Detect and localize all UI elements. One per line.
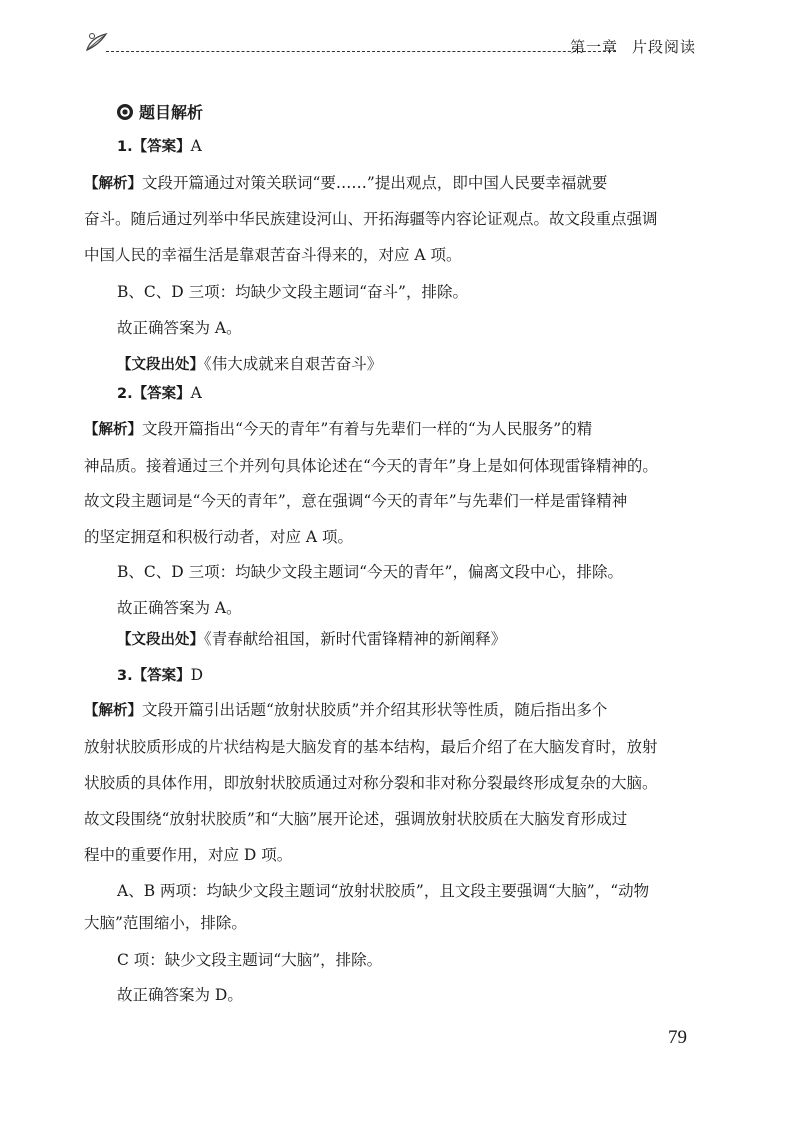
target-bullet-icon — [117, 104, 133, 120]
line-text: 《青春献给祖国，新时代雷锋精神的新阐释》 — [204, 630, 507, 648]
line-label: 2.【答案】 — [117, 386, 191, 402]
section-title: 题目解析 — [139, 103, 204, 122]
line-text: 程中的重要作用，对应 D 项。 — [84, 846, 293, 864]
text-line — [117, 664, 203, 687]
line-text: 故文段围绕“放射状胶质”和“大脑”展开论述，强调放射状胶质在大脑发育形成过 — [84, 810, 628, 828]
text-line — [117, 135, 202, 158]
text-line — [117, 281, 468, 303]
line-text: 神品质。接着通过三个并列句具体论述在“今天的青年”身上是如何体现雷锋精神的。 — [84, 457, 658, 475]
text-line — [84, 172, 607, 195]
text-line — [117, 880, 649, 902]
text-line — [117, 597, 242, 619]
line-label: 【文段出处】 — [117, 632, 204, 648]
text-line — [84, 772, 658, 794]
running-header — [84, 30, 696, 60]
text-line — [84, 418, 592, 441]
text-line — [117, 317, 242, 339]
text-line — [117, 561, 623, 583]
text-line — [117, 949, 382, 971]
line-label: 1.【答案】 — [117, 139, 191, 155]
text-line — [84, 844, 292, 866]
text-line — [117, 382, 202, 405]
line-text: 放射状胶质形成的片状结构是大脑发育的基本结构，最后介绍了在大脑发育时，放射 — [84, 738, 658, 756]
text-line — [117, 984, 243, 1006]
line-text: 文段开篇指出“今天的青年”有着与先辈们一样的“为人民服务”的精 — [142, 420, 593, 438]
text-line — [84, 912, 247, 934]
text-line — [84, 244, 462, 266]
line-text: A — [190, 137, 202, 155]
text-line — [84, 208, 658, 230]
text-line — [84, 808, 627, 830]
text-line — [84, 736, 658, 758]
line-label: 3.【答案】 — [117, 668, 191, 684]
line-text: 《伟大成就来自艰苦奋斗》 — [204, 355, 383, 373]
line-text: 中国人民的幸福生活是靠艰苦奋斗得来的，对应 A 项。 — [84, 246, 462, 264]
line-label: 【解析】 — [84, 176, 142, 192]
header-dashed-rule — [106, 51, 616, 52]
line-text: A — [190, 384, 202, 402]
line-label: 【文段出处】 — [117, 357, 204, 373]
line-text: 故文段主题词是“今天的青年”，意在强调“今天的青年”与先辈们一样是雷锋精神 — [84, 492, 628, 510]
line-text: 状胶质的具体作用，即放射状胶质通过对称分裂和非对称分裂最终形成复杂的大脑。 — [84, 774, 658, 792]
text-line — [84, 490, 627, 512]
page-number: 79 — [668, 1027, 687, 1048]
line-text: 故正确答案为 D。 — [117, 986, 243, 1004]
line-label: 【解析】 — [84, 703, 142, 719]
text-line — [84, 455, 658, 477]
line-text: 故正确答案为 A。 — [117, 599, 242, 617]
header-chapter: 第一章 — [569, 38, 618, 56]
line-text: D — [190, 666, 204, 684]
line-text: B、C、D 三项：均缺少文段主题词“奋斗”，排除。 — [117, 283, 468, 301]
line-label: 【解析】 — [84, 422, 142, 438]
line-text: A、B 两项：均缺少文段主题词“放射状胶质”，且文段主要强调“大脑”，“动物 — [117, 882, 650, 900]
line-text: 故正确答案为 A。 — [117, 319, 242, 337]
text-line — [84, 699, 607, 722]
line-text: C 项：缺少文段主题词“大脑”，排除。 — [117, 951, 383, 969]
line-text: 文段开篇通过对策关联词“要……”提出观点，即中国人民要幸福就要 — [142, 174, 608, 192]
line-text: 文段开篇引出话题“放射状胶质”并介绍其形状等性质，随后指出多个 — [142, 701, 608, 719]
header-section: 片段阅读 — [631, 38, 696, 56]
header-title — [570, 36, 696, 57]
text-line — [117, 353, 382, 376]
line-text: 大脑”范围缩小，排除。 — [84, 914, 247, 932]
line-text: 奋斗。随后通过列举中华民族建设河山、开拓海疆等内容论证观点。故文段重点强调 — [84, 210, 658, 228]
line-text: 的坚定拥趸和积极行动者，对应 A 项。 — [84, 528, 354, 546]
text-line — [84, 526, 353, 548]
text-line — [117, 628, 506, 651]
section-heading — [117, 100, 203, 123]
line-text: B、C、D 三项：均缺少文段主题词“今天的青年”，偏离文段中心，排除。 — [117, 563, 623, 581]
